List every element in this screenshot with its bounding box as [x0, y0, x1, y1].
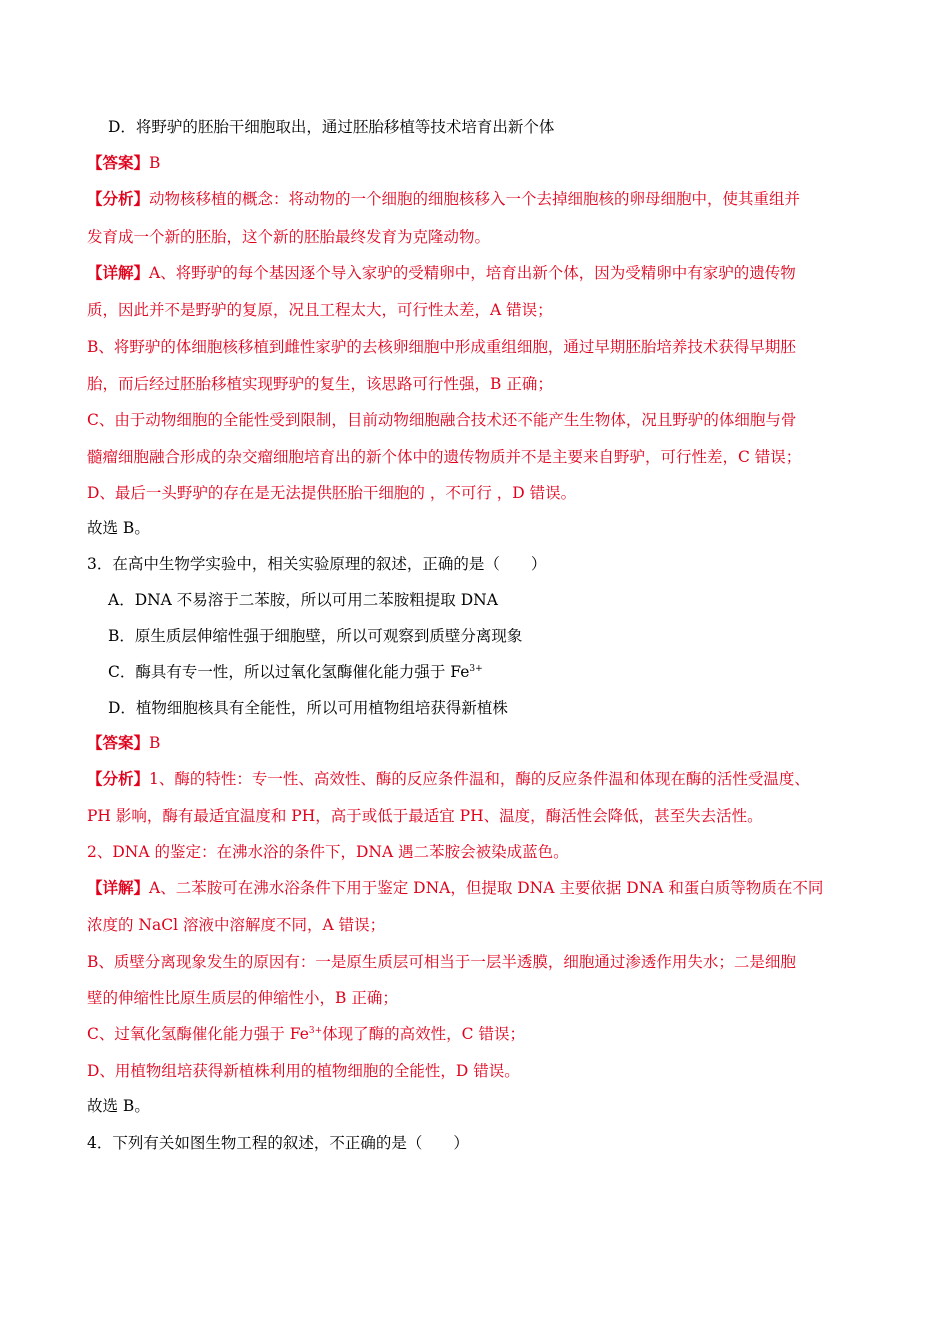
answer-tag: 【答案】	[87, 153, 150, 172]
answer-tag: 【答案】	[87, 733, 150, 752]
q3-analysis-line-3: 2、DNA 的鉴定：在沸水浴的条件下，DNA 遇二苯胺会被染成蓝色。	[87, 843, 569, 861]
q2-answer	[87, 153, 867, 173]
q3-detail-line-6: D、用植物组培获得新植株利用的植物细胞的全能性，D 错误。	[87, 1062, 520, 1080]
q3-analysis-line-1	[87, 769, 867, 789]
q3-option-a: A．DNA 不易溶于二苯胺，所以可用二苯胺粗提取 DNA	[108, 591, 498, 609]
q2-detail-line-2: 质，因此并不是野驴的复原，况且工程太大，可行性太差，A 错误；	[87, 301, 553, 319]
q2-detail-line-4: 胎，而后经过胚胎移植实现野驴的复生，该思路可行性强，B 正确；	[87, 375, 553, 393]
detail-tag: 【详解】	[87, 878, 150, 897]
q3-detail-line-3: B、质壁分离现象发生的原因有：一是原生质层可相当于一层半透膜，细胞通过渗透作用失水；二是细胞	[87, 953, 796, 971]
analysis-text: 1、酶的特性：专一性、高效性、酶的反应条件温和，酶的反应条件温和体现在酶的活性受温度、	[149, 770, 810, 788]
detail-tag: 【详解】	[87, 263, 150, 282]
q3-option-d: D．植物细胞核具有全能性，所以可用植物组培获得新植株	[108, 699, 508, 717]
q2-option-d: D．将野驴的胚胎干细胞取出，通过胚胎移植等技术培育出新个体	[108, 118, 555, 136]
q3-option-c	[108, 662, 888, 682]
analysis-text: 动物核移植的概念：将动物的一个细胞的细胞核移入一个去掉细胞核的卵母细胞中，使其重组并	[149, 190, 801, 208]
q2-conclusion: 故选 B。	[87, 519, 150, 537]
q2-detail-line-6: 髓瘤细胞融合形成的杂交瘤细胞培育出的新个体中的遗传物质并不是主要来自野驴，可行性差，C 错误；	[87, 448, 802, 466]
q2-analysis-line-1	[87, 189, 867, 209]
q4-stem: 4．下列有关如图生物工程的叙述，不正确的是（ ）	[87, 1134, 469, 1152]
answer-value: B	[149, 734, 161, 752]
detail-5-text-a: C、过氧化氢酶催化能力强于 Fe	[87, 1025, 309, 1043]
q3-detail-line-5	[87, 1024, 867, 1044]
analysis-tag: 【分析】	[87, 769, 150, 788]
q2-detail-line-5: C、由于动物细胞的全能性受到限制，目前动物细胞融合技术还不能产生生物体，况且野驴的体细胞与骨	[87, 411, 797, 429]
answer-value: B	[149, 154, 161, 172]
detail-5-text-b: 体现了酶的高效性，C 错误；	[322, 1025, 525, 1043]
q3-stem: 3．在高中生物学实验中，相关实验原理的叙述，正确的是（ ）	[87, 555, 547, 573]
q3-detail-line-1	[87, 878, 867, 898]
q2-detail-line-1	[87, 263, 867, 283]
q2-detail-line-7: D、最后一头野驴的存在是无法提供胚胎干细胞的 ，不可行 ，D 错误。	[87, 484, 577, 502]
detail-text: A、将野驴的每个基因逐个导入家驴的受精卵中，培育出新个体，因为受精卵中有家驴的遗传物	[149, 264, 796, 282]
q2-detail-line-3: B、将野驴的体细胞核移植到雌性家驴的去核卵细胞中形成重组细胞，通过早期胚胎培养技术获得早期胚	[87, 338, 796, 356]
q3-option-b: B．原生质层伸缩性强于细胞壁，所以可观察到质壁分离现象	[108, 627, 523, 645]
q3-detail-line-2: 浓度的 NaCl 溶液中溶解度不同，A 错误；	[87, 916, 386, 934]
analysis-tag: 【分析】	[87, 189, 150, 208]
detail-text: A、二苯胺可在沸水浴条件下用于鉴定 DNA，但提取 DNA 主要依据 DNA 和蛋白质等物质在不同	[149, 879, 824, 897]
q3-conclusion: 故选 B。	[87, 1097, 150, 1115]
option-c-superscript: 3+	[469, 664, 483, 674]
q3-analysis-line-2: PH 影响，酶有最适宜温度和 PH，高于或低于最适宜 PH、温度，酶活性会降低，甚至失去活性。	[87, 807, 763, 825]
detail-5-superscript: 3+	[308, 1026, 323, 1036]
q2-analysis-line-2: 发育成一个新的胚胎，这个新的胚胎最终发育为克隆动物。	[87, 228, 491, 246]
q3-detail-line-4: 壁的伸缩性比原生质层的伸缩性小，B 正确；	[87, 989, 398, 1007]
q3-answer	[87, 733, 867, 753]
option-c-text: C．酶具有专一性，所以过氧化氢酶催化能力强于 Fe	[108, 663, 470, 681]
